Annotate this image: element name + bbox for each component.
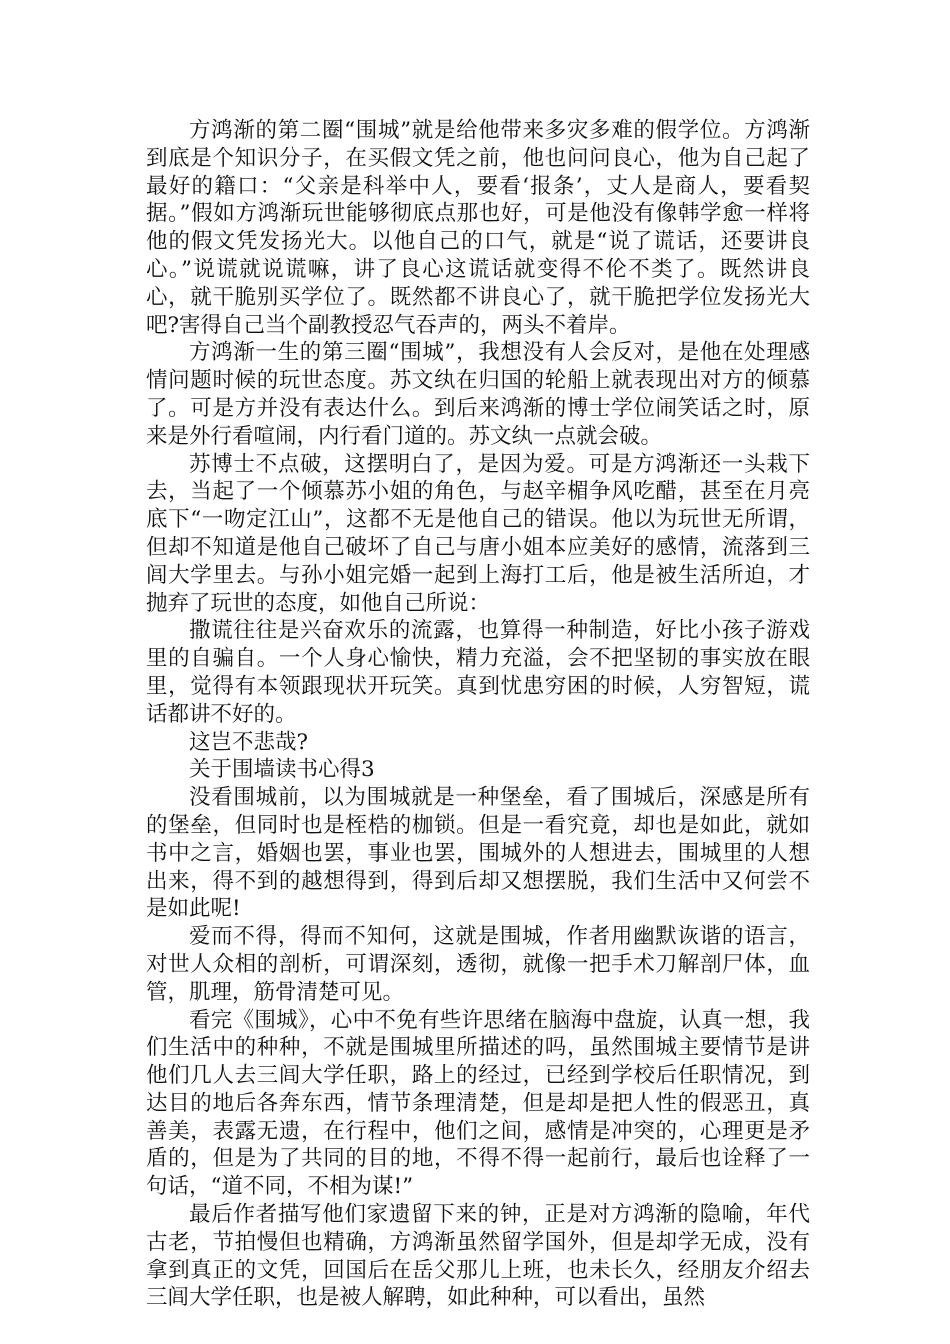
- paragraph: 没看围城前，以为围城就是一种堡垒，看了围城后，深感是所有的堡垒，但同时也是桎梏的枷锁。但是一看究竟，却也是如此，就如书中之言，婚姻也罢，事业也罢，围城外的人想进去，围城里的人想出来，得不到的越想得到，得到后却又想摆脱，我们生活中又何尝不是如此呢!: [146, 785, 810, 922]
- paragraph: 方鸿渐一生的第三圈“围城”，我想没有人会反对，是他在处理感情问题时候的玩世态度。苏文纨在归国的轮船上就表现出对方的倾慕了。可是方并没有表达什么。到后来鸿渐的博士学位闹笑话之时，原来是外行看喧闹，内行看门道的。苏文纨一点就会破。: [146, 340, 810, 449]
- quote-paragraph: 撒谎往往是兴奋欢乐的流露，也算得一种制造，好比小孩子游戏里的自骗自。一个人身心愉快，精力充溢，会不把坚韧的事实放在眼里，觉得有本领跟现状开玩笑。真到忧患穷困的时候，人穷智短，谎话都讲不好的。: [146, 618, 810, 727]
- paragraph: 方鸿渐的第二圈“围城”就是给他带来多灾多难的假学位。方鸿渐到底是个知识分子，在买假文凭之前，他也问问良心，他为自己起了最好的籍口：“父亲是科举中人，要看‘报条’，丈人是商人，要看契据。”假如方鸿渐玩世能够彻底点那也好，可是他没有像韩学愈一样将他的假文凭发扬光大。以他自己的口气，就是“说了谎话，还要讲良心。”说谎就说谎嘛，讲了良心这谎话就变得不伦不类了。既然讲良心，就干脆别买学位了。既然都不讲良心了，就干脆把学位发扬光大吧?害得自己当个副教授忍气吞声的，两头不着岸。: [146, 118, 810, 338]
- section-heading: 关于围墙读书心得3: [189, 757, 375, 783]
- paragraph: 爱而不得，得而不知何，这就是围城，作者用幽默诙谐的语言，对世人众相的剖析，可谓深刻，透彻，就像一把手术刀解剖尸体，血管，肌理，筋骨清楚可见。: [146, 924, 810, 1005]
- paragraph: 这岂不悲哉?: [189, 729, 309, 755]
- paragraph: 最后作者描写他们家遗留下来的钟，正是对方鸿渐的隐喻，年代古老，节拍慢但也精确，方鸿渐虽然留学国外，但是却学无成，没有拿到真正的文凭，回国后在岳父那儿上班，也未长久，经朋友介绍去三闾大学任职，也是被人解聘，如此种种，可以看出，虽然: [146, 1202, 810, 1311]
- document-body: [146, 117, 810, 1312]
- paragraph: 苏博士不点破，这摆明白了，是因为爱。可是方鸿渐还一头栽下去，当起了一个倾慕苏小姐的角色，与赵辛楣争风吃醋，甚至在月亮底下“一吻定江山”，这都不无是他自己的错误。他以为玩世无所谓，但却不知道是他自己破坏了自己与唐小姐本应美好的感情，流落到三闾大学里去。与孙小姐完婚一起到上海打工后，他是被生活所迫，才抛弃了玩世的态度，如他自己所说：: [146, 451, 810, 616]
- paragraph: 看完《围城》，心中不免有些许思绪在脑海中盘旋，认真一想，我们生活中的种种，不就是围城里所描述的吗，虽然围城主要情节是讲他们几人去三闾大学任职，路上的经过，已经到学校后任职情况，到达目的地后各奔东西，情节条理清楚，但是却是把人性的假恶丑，真善美，表露无遗，在行程中，他们之间，感情是冲突的，心理更是矛盾的，但是为了共同的目的地，不得不得一起前行，最后也诠释了一句话，“道不同，不相为谋!”: [146, 1007, 810, 1200]
